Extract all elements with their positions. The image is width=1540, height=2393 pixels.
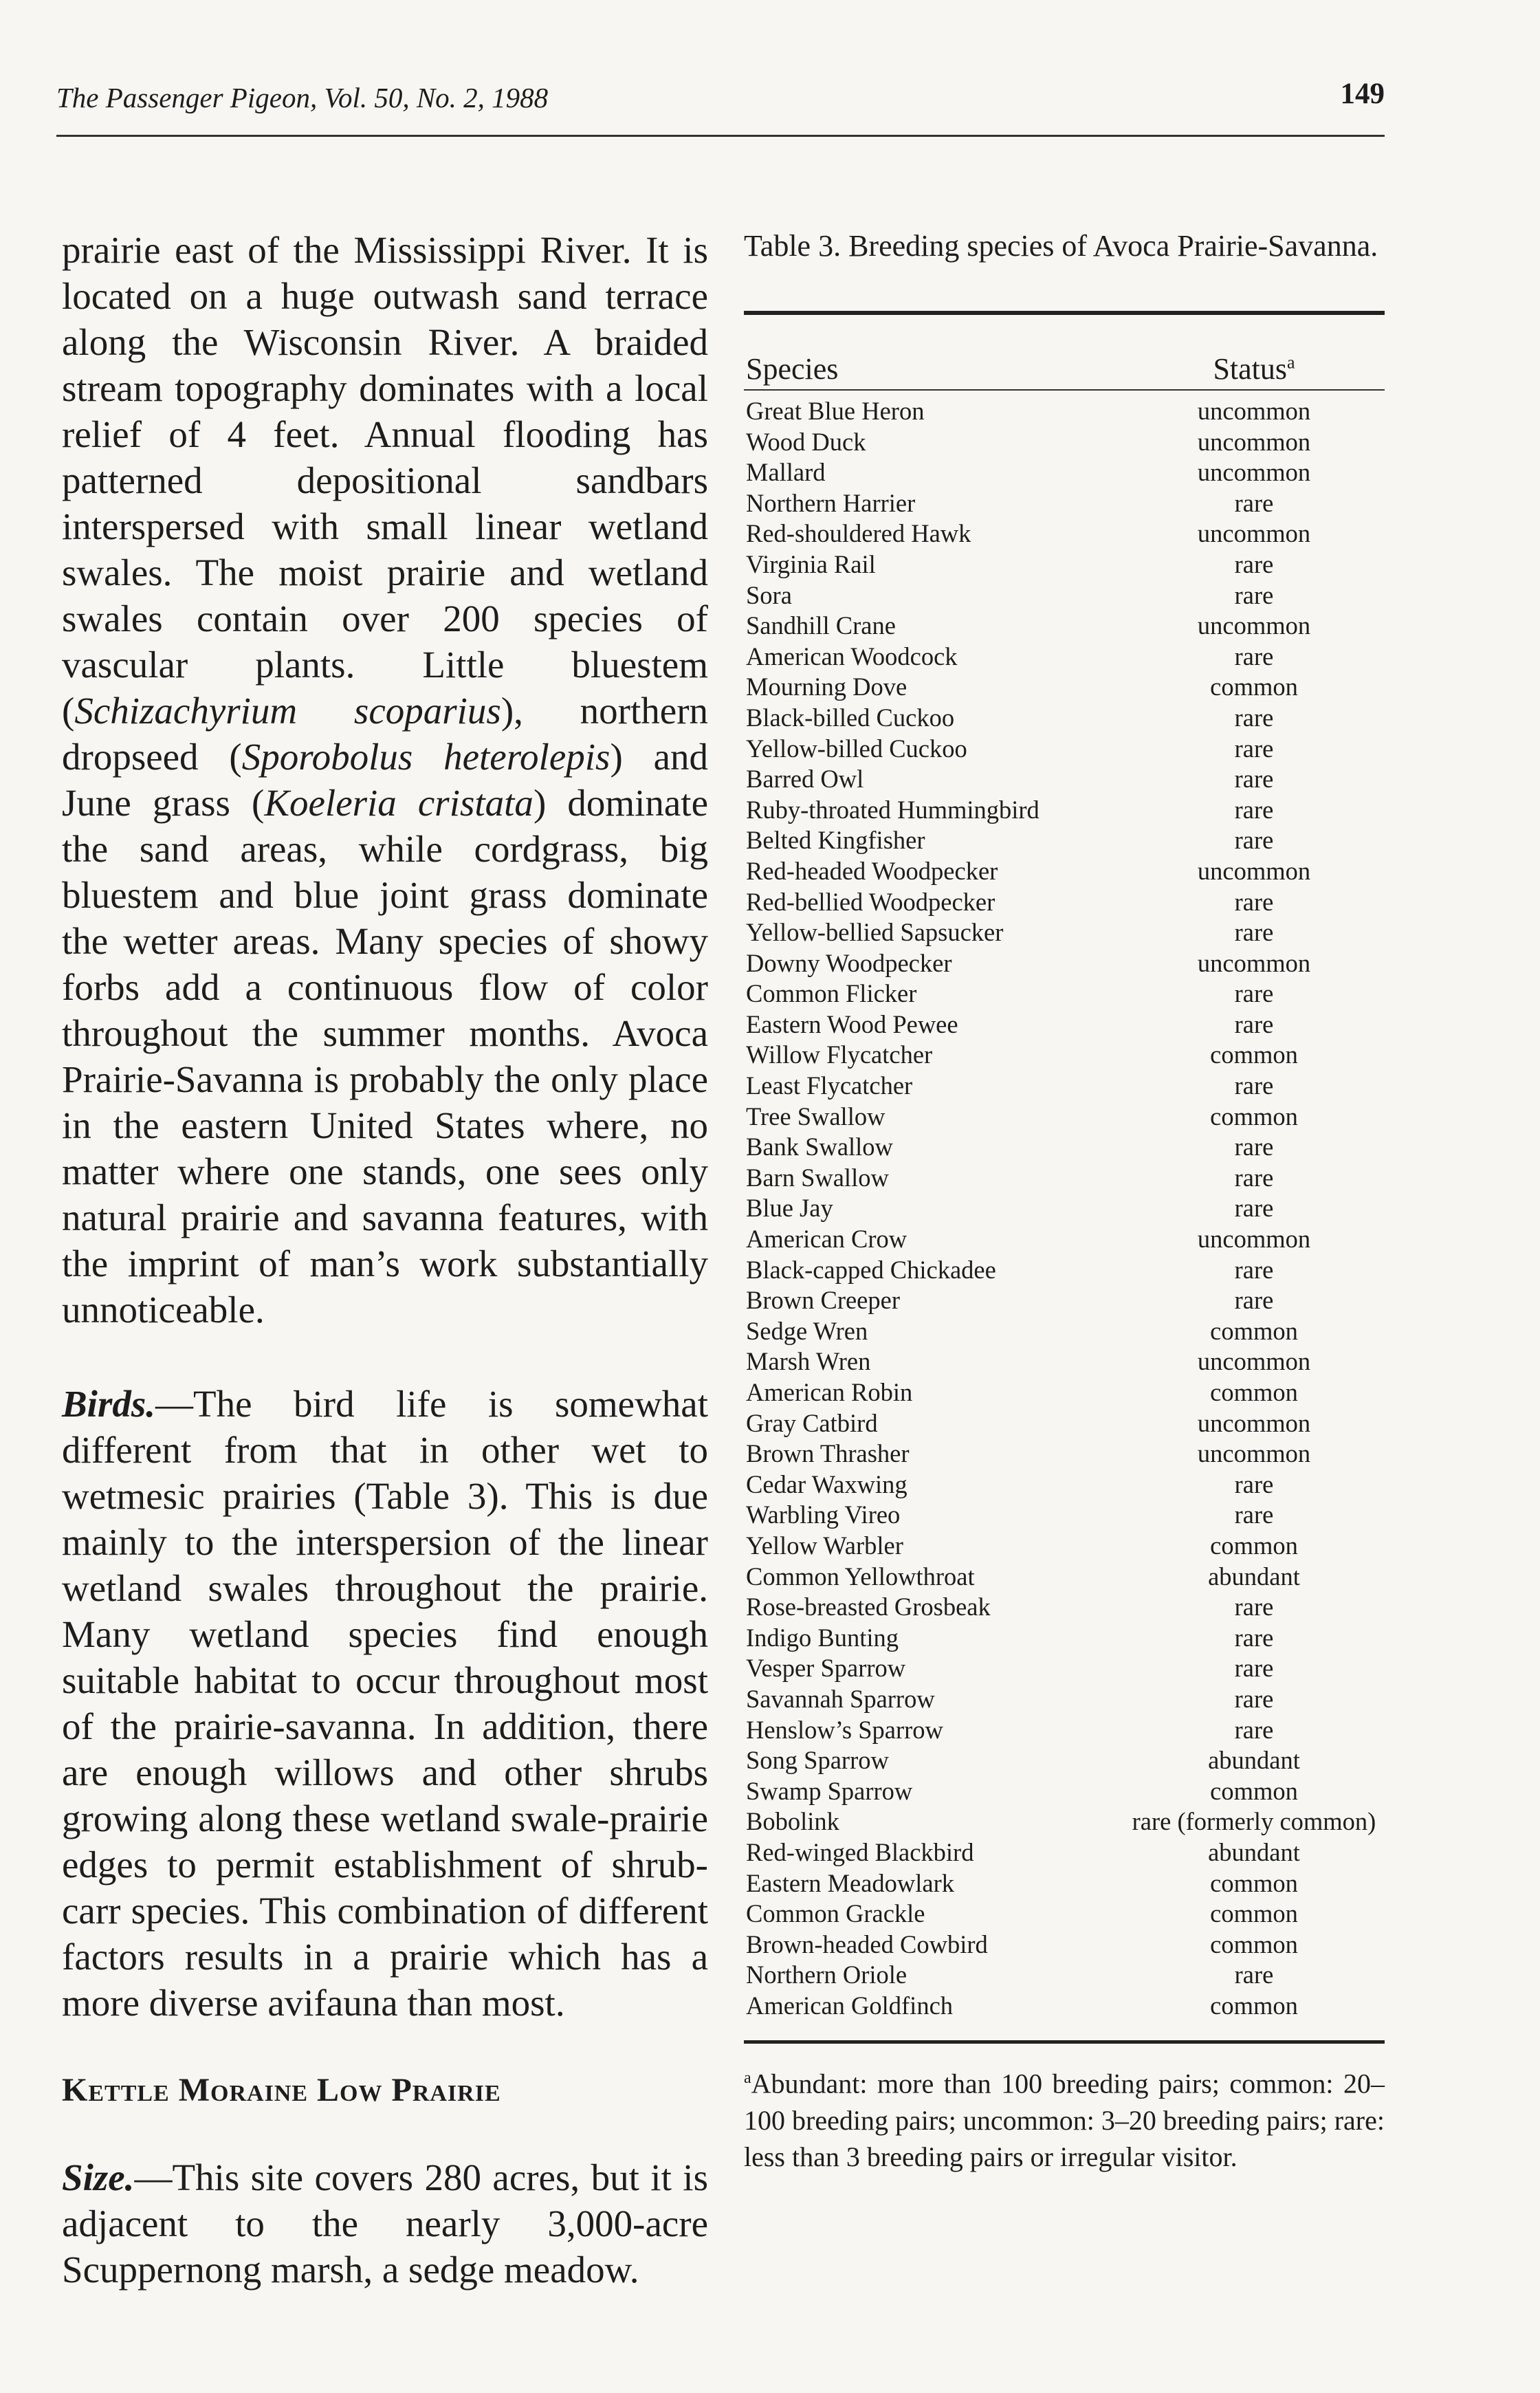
species-column-header: Species bbox=[746, 352, 839, 386]
status-cell: uncommon bbox=[1197, 1439, 1311, 1468]
table-row bbox=[744, 1562, 1385, 1593]
table-row bbox=[744, 1930, 1385, 1960]
species-cell: Barred Owl bbox=[746, 765, 864, 794]
status-footnote-marker: a bbox=[1287, 352, 1295, 373]
status-cell: rare bbox=[1234, 1255, 1274, 1284]
species-cell: Wood Duck bbox=[746, 427, 866, 456]
status-cell: common bbox=[1210, 1868, 1298, 1897]
status-cell: common bbox=[1210, 1531, 1298, 1560]
status-cell: abundant bbox=[1208, 1562, 1300, 1591]
status-cell: rare bbox=[1234, 488, 1274, 517]
status-cell: rare bbox=[1234, 734, 1274, 763]
species-cell: Black-capped Chickadee bbox=[746, 1255, 996, 1284]
status-cell: rare bbox=[1234, 1286, 1274, 1315]
status-cell: uncommon bbox=[1197, 519, 1311, 548]
species-cell: Mourning Dove bbox=[746, 673, 908, 701]
table-row bbox=[744, 1102, 1385, 1133]
status-cell: rare bbox=[1234, 703, 1274, 732]
table-row bbox=[744, 1009, 1385, 1040]
table-row bbox=[744, 1776, 1385, 1807]
table-row bbox=[744, 1193, 1385, 1224]
status-cell: abundant bbox=[1208, 1746, 1300, 1775]
table-row bbox=[744, 764, 1385, 795]
status-cell: rare bbox=[1234, 795, 1274, 824]
species-cell: Tree Swallow bbox=[746, 1102, 886, 1130]
species-cell: Vesper Sparrow bbox=[746, 1654, 906, 1683]
table-row bbox=[744, 642, 1385, 673]
table-row bbox=[744, 1745, 1385, 1776]
status-cell: abundant bbox=[1208, 1837, 1300, 1866]
table-row bbox=[744, 549, 1385, 580]
species-cell: Common Grackle bbox=[746, 1899, 925, 1928]
status-cell: rare bbox=[1234, 580, 1274, 609]
status-cell: common bbox=[1210, 1899, 1298, 1928]
birds-lead: Birds. bbox=[62, 1383, 156, 1425]
species-cell: Red-bellied Woodpecker bbox=[746, 887, 996, 916]
status-cell: rare bbox=[1234, 1593, 1274, 1621]
table-row bbox=[744, 887, 1385, 918]
footnote-marker: a bbox=[744, 2069, 751, 2088]
species-cell: Sedge Wren bbox=[746, 1316, 868, 1345]
table-row bbox=[744, 1531, 1385, 1562]
species-cell: Barn Swallow bbox=[746, 1163, 889, 1192]
table-row bbox=[744, 1653, 1385, 1684]
status-cell: rare bbox=[1234, 1715, 1274, 1744]
status-cell: uncommon bbox=[1197, 1408, 1311, 1437]
species-cell: Downy Woodpecker bbox=[746, 948, 952, 977]
status-cell: uncommon bbox=[1197, 458, 1311, 487]
species-cell: Warbling Vireo bbox=[746, 1500, 901, 1529]
species-cell: Belted Kingfisher bbox=[746, 826, 925, 855]
table-row bbox=[744, 1899, 1385, 1930]
species-cell: Ruby-throated Hummingbird bbox=[746, 795, 1040, 824]
species-cell: Brown-headed Cowbird bbox=[746, 1930, 988, 1958]
species-cell: Brown Thrasher bbox=[746, 1439, 910, 1468]
size-paragraph bbox=[62, 2154, 708, 2293]
species-cell: American Goldfinch bbox=[746, 1991, 954, 2020]
species-cell: Song Sparrow bbox=[746, 1746, 889, 1775]
species-cell: Willow Flycatcher bbox=[746, 1040, 933, 1069]
table-row bbox=[744, 1469, 1385, 1500]
species-cell: Sandhill Crane bbox=[746, 611, 896, 640]
status-cell: uncommon bbox=[1197, 1347, 1311, 1376]
table-footnote: $^a$Abundant: more than 100 breeding pairs; common: 20–100 breeding pairs; uncommon: 3–20 breeding pairs; rare: less than 3 breeding pairs or irregular visitor. bbox=[744, 2068, 1385, 2172]
status-cell: rare bbox=[1234, 1500, 1274, 1529]
table-bottom-rule bbox=[744, 2040, 1385, 2044]
table-row bbox=[744, 427, 1385, 458]
table-row bbox=[744, 488, 1385, 519]
table-column bbox=[744, 227, 1385, 2175]
page-number: 149 bbox=[1340, 78, 1385, 110]
running-header bbox=[56, 69, 1385, 137]
section-heading: Kettle Moraine Low Prairie bbox=[62, 2072, 501, 2108]
status-cell: rare (formerly common) bbox=[1132, 1807, 1376, 1836]
table-row bbox=[744, 1500, 1385, 1531]
status-cell: rare bbox=[1234, 1163, 1274, 1192]
table-row bbox=[744, 1163, 1385, 1194]
status-cell: rare bbox=[1234, 1194, 1274, 1223]
avoca-paragraph: prairie east of the Mississippi River. It is located on a huge outwash sand terrace along the Wisconsin River. A braided stream topography dominates with a local relief of 4 feet. Annual flooding has patterned depositional sandbars interspersed with small linear wetland swales. The moist prairie and wetland swales contain over 200 species of vascular plants. Little bluestem (Schizachyrium scoparius), northern dropseed (Sporobolus heterolepis) and June grass (Koeleria cristata) dominate the sand areas, while cordgrass, big bluestem and blue joint grass dominate the wetter areas. Many species of showy forbs add a continuous flow of color throughout the summer months. Avoca Prairie-Savanna is probably the only place in the eastern United States where, no matter where one stands, one sees only natural prairie and savanna features, with the imprint of man’s work substantially unnoticeable. bbox=[62, 229, 709, 1331]
table-row bbox=[744, 580, 1385, 611]
table-row bbox=[744, 1623, 1385, 1654]
table-row bbox=[744, 396, 1385, 427]
status-cell: rare bbox=[1234, 1684, 1274, 1713]
status-cell: uncommon bbox=[1197, 397, 1311, 425]
species-cell: Common Flicker bbox=[746, 979, 917, 1008]
table-row bbox=[744, 1715, 1385, 1746]
species-cell: Indigo Bunting bbox=[746, 1623, 899, 1652]
species-cell: Savannah Sparrow bbox=[746, 1684, 935, 1713]
species-cell: American Robin bbox=[746, 1378, 913, 1406]
species-cell: Great Blue Heron bbox=[746, 397, 925, 425]
species-cell: Yellow-billed Cuckoo bbox=[746, 734, 967, 763]
table-caption: Table 3. Breeding species of Avoca Prairie-Savanna. bbox=[744, 229, 1378, 263]
status-cell: uncommon bbox=[1197, 611, 1311, 640]
species-cell: Least Flycatcher bbox=[746, 1071, 913, 1100]
status-cell: uncommon bbox=[1197, 1225, 1311, 1254]
species-cell: Marsh Wren bbox=[746, 1347, 871, 1376]
status-cell: rare bbox=[1234, 1960, 1274, 1989]
status-column-header: Status$^a$ bbox=[1213, 352, 1295, 386]
status-cell: uncommon bbox=[1197, 948, 1311, 977]
status-cell: common bbox=[1210, 1102, 1298, 1130]
status-cell: common bbox=[1210, 1378, 1298, 1406]
table-row bbox=[744, 1868, 1385, 1899]
status-cell: uncommon bbox=[1197, 856, 1311, 885]
species-cell: American Woodcock bbox=[746, 642, 958, 670]
table-row bbox=[744, 1684, 1385, 1715]
species-cell: American Crow bbox=[746, 1225, 908, 1254]
species-cell: Eastern Meadowlark bbox=[746, 1868, 955, 1897]
table-row bbox=[744, 1071, 1385, 1102]
status-cell: rare bbox=[1234, 1071, 1274, 1100]
status-cell: common bbox=[1210, 1776, 1298, 1805]
table-row bbox=[744, 795, 1385, 826]
birds-text: —The bird life is somewhat different from that in other wet to wetmesic prairies (Table 3). This is due mainly to the interspersion of the linear wetland swales throughout the prairie. Many wetland species find enough suitable habitat to occur throughout most of the prairie-savanna. In addition, there are enough willows and other shrubs growing along these wetland swale-prairie edges to permit establishment of shrub-carr species. This combination of different factors results in a prairie which has a more diverse avifauna than most. bbox=[62, 1383, 708, 2024]
status-cell: uncommon bbox=[1197, 427, 1311, 456]
table-body bbox=[744, 396, 1385, 2021]
table-row bbox=[744, 1806, 1385, 1837]
table-row bbox=[744, 611, 1385, 642]
species-cell: Gray Catbird bbox=[746, 1408, 878, 1437]
status-cell: rare bbox=[1234, 1009, 1274, 1038]
species-cell: Bobolink bbox=[746, 1807, 839, 1836]
table-row bbox=[744, 856, 1385, 887]
table-row bbox=[744, 1040, 1385, 1071]
status-cell: rare bbox=[1234, 979, 1274, 1008]
table-row bbox=[744, 979, 1385, 1009]
species-cell: Black-billed Cuckoo bbox=[746, 703, 955, 732]
status-cell: common bbox=[1210, 673, 1298, 701]
species-cell: Red-headed Woodpecker bbox=[746, 856, 998, 885]
left-text-column bbox=[62, 227, 708, 2293]
species-cell: Cedar Waxwing bbox=[746, 1469, 908, 1498]
species-cell: Northern Oriole bbox=[746, 1960, 908, 1989]
species-cell: Blue Jay bbox=[746, 1194, 833, 1223]
table-row bbox=[744, 1837, 1385, 1868]
table-top-rule bbox=[744, 311, 1385, 315]
status-cell: common bbox=[1210, 1991, 1298, 2020]
species-cell: Henslow’s Sparrow bbox=[746, 1715, 943, 1744]
size-text: —This site covers 280 acres, but it is adjacent to the nearly 3,000-acre Scuppernong marsh, a sedge meadow. bbox=[62, 2156, 708, 2291]
table-row bbox=[744, 457, 1385, 488]
status-cell: common bbox=[1210, 1316, 1298, 1345]
status-cell: rare bbox=[1234, 1654, 1274, 1683]
table-row bbox=[744, 1255, 1385, 1286]
status-cell: rare bbox=[1234, 918, 1274, 947]
table-row bbox=[744, 1285, 1385, 1316]
status-cell: rare bbox=[1234, 887, 1274, 916]
status-cell: rare bbox=[1234, 549, 1274, 578]
species-cell: Yellow-bellied Sapsucker bbox=[746, 918, 1004, 947]
size-lead: Size. bbox=[62, 2156, 135, 2198]
species-cell: Yellow Warbler bbox=[746, 1531, 903, 1560]
table-row bbox=[744, 825, 1385, 856]
species-cell: Mallard bbox=[746, 458, 826, 487]
table-row bbox=[744, 1408, 1385, 1439]
table-row bbox=[744, 703, 1385, 734]
species-cell: Virginia Rail bbox=[746, 549, 876, 578]
birds-paragraph bbox=[62, 1381, 708, 2026]
table-row bbox=[744, 1439, 1385, 1469]
table-row bbox=[744, 1316, 1385, 1347]
table-row bbox=[744, 1132, 1385, 1163]
table-row bbox=[744, 948, 1385, 979]
status-cell: common bbox=[1210, 1040, 1298, 1069]
species-cell: Sora bbox=[746, 580, 792, 609]
status-cell: rare bbox=[1234, 642, 1274, 670]
species-cell: Rose-breasted Grosbeak bbox=[746, 1593, 991, 1621]
table-row bbox=[744, 917, 1385, 948]
table-row bbox=[744, 1592, 1385, 1623]
table-row bbox=[744, 672, 1385, 703]
table-header bbox=[744, 341, 1385, 391]
species-cell: Brown Creeper bbox=[746, 1286, 900, 1315]
status-cell: rare bbox=[1234, 1623, 1274, 1652]
species-cell: Red-winged Blackbird bbox=[746, 1837, 974, 1866]
table-row bbox=[744, 1224, 1385, 1255]
species-cell: Common Yellowthroat bbox=[746, 1562, 975, 1591]
table-row bbox=[744, 1377, 1385, 1408]
journal-citation: The Passenger Pigeon, Vol. 50, No. 2, 1988 bbox=[56, 82, 549, 113]
species-cell: Eastern Wood Pewee bbox=[746, 1009, 958, 1038]
species-cell: Swamp Sparrow bbox=[746, 1776, 913, 1805]
status-cell: rare bbox=[1234, 1469, 1274, 1498]
status-cell: rare bbox=[1234, 826, 1274, 855]
species-cell: Bank Swallow bbox=[746, 1133, 893, 1161]
table-row bbox=[744, 1346, 1385, 1377]
table-row bbox=[744, 1960, 1385, 1991]
status-cell: common bbox=[1210, 1930, 1298, 1958]
species-cell: Northern Harrier bbox=[746, 488, 916, 517]
status-cell: rare bbox=[1234, 1133, 1274, 1161]
table-row bbox=[744, 734, 1385, 765]
table-row bbox=[744, 518, 1385, 549]
status-cell: rare bbox=[1234, 765, 1274, 794]
species-cell: Red-shouldered Hawk bbox=[746, 519, 971, 548]
table-row bbox=[744, 1991, 1385, 2022]
